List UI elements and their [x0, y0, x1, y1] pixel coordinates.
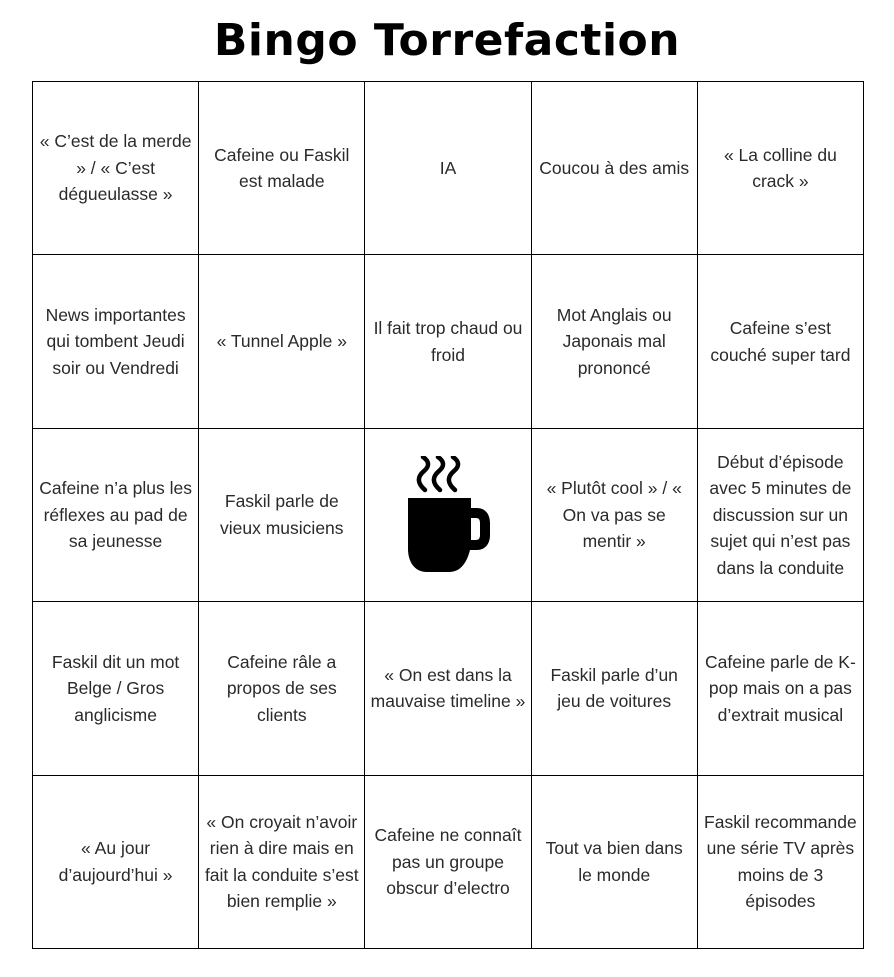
bingo-cell[interactable] [698, 776, 864, 949]
bingo-cell-text: Cafeine parle de K-pop mais on a pas d’extrait musical [704, 651, 856, 725]
bingo-cell[interactable] [33, 776, 199, 949]
free-space-cell[interactable] [365, 429, 531, 602]
bingo-cell[interactable] [698, 82, 864, 255]
bingo-cell-text: Cafeine s’est couché super tard [710, 318, 851, 365]
bingo-cell[interactable] [532, 602, 698, 775]
bingo-cell-text: Cafeine ou Faskil est malade [214, 144, 350, 192]
bingo-cell-text: Tout va bien dans le monde [545, 838, 683, 885]
bingo-cell-text: Faskil parle de vieux musiciens [220, 491, 344, 538]
bingo-cell[interactable] [365, 82, 531, 255]
page-title: Bingo Torrefaction [213, 15, 681, 66]
bingo-cell-text: News importantes qui tombent Jeudi soir ou Vendredi [45, 304, 186, 378]
bingo-cell[interactable] [33, 82, 199, 255]
bingo-cell-text: Faskil parle d’un jeu de voitures [550, 664, 678, 712]
bingo-cell[interactable] [33, 429, 199, 602]
bingo-cell-text: « La colline du crack » [723, 144, 837, 192]
bingo-cell[interactable] [532, 82, 698, 255]
bingo-cell[interactable] [698, 255, 864, 428]
bingo-cell[interactable] [199, 255, 365, 428]
bingo-cell[interactable] [33, 602, 199, 775]
bingo-cell-text: Faskil dit un mot Belge / Gros anglicisme [51, 651, 180, 725]
bingo-cell[interactable] [365, 255, 531, 428]
bingo-cell-text: IA [439, 157, 457, 178]
bingo-cell-text: Cafeine râle a propos de ses clients [226, 651, 337, 725]
bingo-cell[interactable] [199, 776, 365, 949]
bingo-cell[interactable] [199, 602, 365, 775]
bingo-cell[interactable] [33, 255, 199, 428]
bingo-cell[interactable] [365, 776, 531, 949]
bingo-cell-text: « C’est de la merde » / « C’est dégueulasse » [39, 131, 192, 205]
bingo-cell[interactable] [532, 255, 698, 428]
bingo-cell[interactable] [532, 776, 698, 949]
bingo-cell[interactable] [199, 82, 365, 255]
coffee-mug-icon [405, 456, 491, 574]
bingo-cell-text: Il fait trop chaud ou froid [373, 318, 523, 365]
bingo-cell-text: « Au jour d’aujourd’hui » [58, 838, 173, 885]
bingo-cell-text: « Plutôt cool » / « On va pas se mentir » [546, 478, 682, 552]
bingo-cell-text: « On est dans la mauvaise timeline » [370, 664, 526, 712]
bingo-cell-text: Mot Anglais ou Japonais mal prononcé [556, 304, 672, 378]
bingo-cell[interactable] [199, 429, 365, 602]
bingo-cell-text: « Tunnel Apple » [216, 331, 347, 352]
bingo-cell-text: Cafeine n’a plus les réflexes au pad de sa jeunesse [39, 478, 192, 552]
bingo-cell[interactable] [698, 602, 864, 775]
bingo-grid [32, 81, 864, 949]
bingo-cell-text: Faskil recommande une série TV après moins de 3 épisodes [704, 811, 857, 912]
bingo-cell[interactable] [698, 429, 864, 602]
bingo-cell[interactable] [365, 602, 531, 775]
bingo-cell-text: Coucou à des amis [539, 157, 690, 178]
bingo-cell-text: « On croyait n’avoir rien à dire mais en fait la conduite s’est bien remplie » [204, 811, 359, 912]
bingo-cell-text: Début d’épisode avec 5 minutes de discussion sur un sujet qui n’est pas dans la conduite [709, 451, 852, 578]
bingo-cell-text: Cafeine ne connaît pas un groupe obscur d’electro [374, 825, 522, 899]
bingo-cell[interactable] [532, 429, 698, 602]
